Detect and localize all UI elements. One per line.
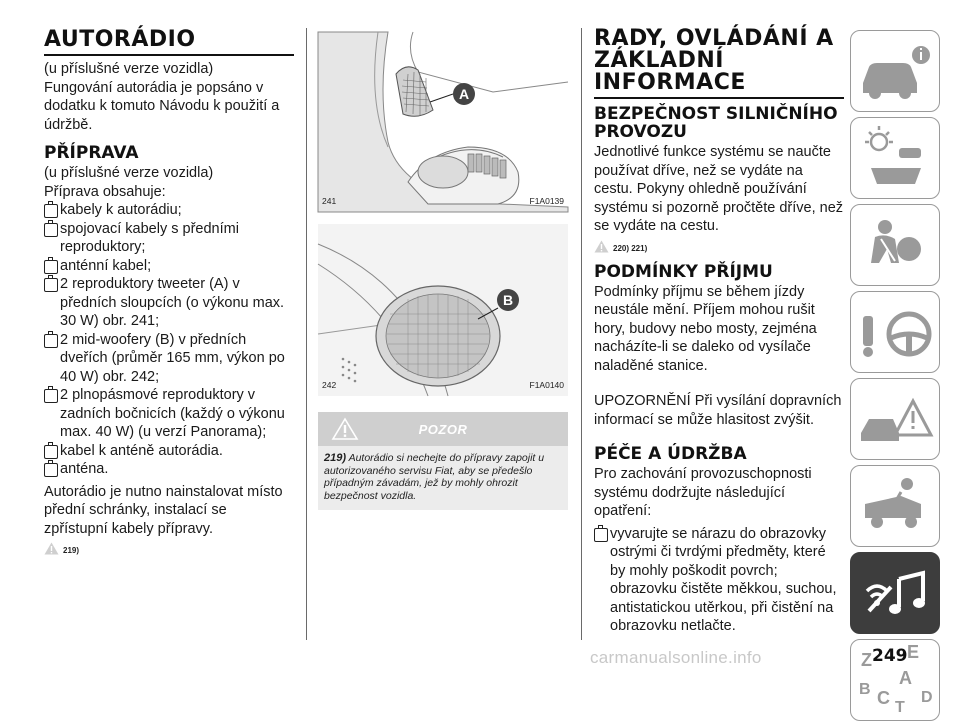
figure-number: 242 (322, 380, 337, 390)
watermark: carmanualsonline.info (590, 648, 762, 667)
warning-triangle-icon (44, 542, 59, 555)
care-intro: Pro zachování provozuschopnosti systému dodržujte následující opatření: (594, 466, 812, 519)
index-letter: B (859, 681, 871, 698)
warning-body: Autorádio si nechejte do přípravy zapojit u autorizovaného servisu Fiat, aby se předešlo případným závadám, jež by mohly ohrozit bezpečnost vozidla. (324, 452, 545, 502)
warning-triangle-icon (594, 240, 609, 253)
index-letter: E (907, 642, 920, 662)
column-autoradio (44, 28, 294, 555)
warning-triangle-icon (332, 418, 358, 440)
figure-caption (318, 196, 568, 206)
tab-warning-lights[interactable] (850, 378, 940, 460)
warning-text (318, 446, 568, 510)
safety-airbag-icon (851, 205, 941, 287)
title-underline (44, 54, 294, 56)
list-item: spojovací kabely s předními reproduktory; (44, 220, 294, 257)
warning-box (318, 412, 568, 510)
warning-title: POZOR (418, 421, 468, 437)
chapter-tabs (850, 30, 940, 726)
reception-text: Podmínky příjmu se během jízdy neustále mění. Příjem mohou rušit hory, budovy nebo mosty, zejména nacházíte-li se daleko od vysílače naladěné stanice. (594, 283, 817, 374)
starting-driving-icon (851, 292, 941, 374)
index-letter: A (899, 668, 912, 688)
column-figures (318, 32, 568, 510)
tab-car-info[interactable] (850, 30, 940, 112)
reference-numbers: 220) 221) (613, 243, 648, 253)
warning-reference[interactable] (594, 240, 844, 253)
tab-starting-driving[interactable] (850, 291, 940, 373)
subsection-title-care: PÉČE A ÚDRŽBA (594, 444, 747, 464)
figure-caption (318, 380, 568, 390)
warning-lights-icon (851, 379, 941, 461)
list-item: 2 mid-woofery (B) v předních dveřích (průměr 165 mm, výkon po 40 W) obr. 242; (44, 331, 294, 387)
tab-safety[interactable] (850, 204, 940, 286)
section-title-autoradio: AUTORÁDIO (44, 27, 196, 52)
section-title-advice: RADY, OVLÁDÁNÍ A ZÁKLADNÍ INFORMACE (594, 26, 834, 95)
column-advice (594, 28, 844, 636)
dashboard-lights-icon (851, 118, 941, 200)
page-number: 249 (872, 646, 908, 666)
tab-dashboard-lights[interactable] (850, 117, 940, 199)
title-underline (594, 97, 844, 99)
list-item: kabel k anténě autorádia. (44, 442, 294, 461)
figure-code: F1A0140 (529, 380, 564, 390)
emergency-icon (851, 466, 941, 548)
list-item: anténní kabel; (44, 257, 294, 276)
list-item: anténa. (44, 460, 294, 479)
warning-box-header (318, 412, 568, 446)
callout-marker: A (458, 86, 470, 102)
multimedia-icon (851, 553, 941, 635)
reference-number: 219) (63, 546, 80, 555)
list-item: kabely k autorádiu; (44, 201, 294, 220)
index-letter: C (877, 688, 890, 708)
index-letter: Z (861, 650, 872, 670)
version-note: (u příslušné verze vozidla) (44, 61, 214, 77)
index-letter: D (921, 689, 933, 706)
column-divider-1 (306, 28, 307, 640)
index-letter: T (895, 699, 905, 716)
warning-ref-number: 219) (324, 452, 347, 464)
subsection-title-safety: BEZPEČNOST SILNIČNÍHO PROVOZU (594, 104, 838, 142)
version-note: (u příslušné verze vozidla) (44, 165, 214, 181)
figure-number: 241 (322, 196, 337, 206)
subsection-title-reception: PODMÍNKY PŘÍJMU (594, 261, 773, 282)
column-divider-2 (581, 28, 582, 640)
figure-241-tweeter (318, 32, 568, 212)
car-info-icon (851, 31, 941, 113)
tweeter-illustration (318, 32, 568, 212)
callout-marker: B (502, 292, 514, 308)
list-item: 2 plnopásmové reproduktory v zadních bočnicích (každý o výkonu max. 40 W) (u verzí Panorama); (44, 386, 294, 442)
installation-note: Autorádio je nutno nainstalovat místo přední schránky, instalací se zpřístupní kabely přípravy. (44, 483, 283, 537)
subsection-title-priprava: PŘÍPRAVA (44, 143, 139, 163)
preparation-intro: Příprava obsahuje: (44, 183, 166, 200)
safety-text: Jednotlivé funkce systému se naučte používat dříve, než se vydáte na cestu. Pokyny ohledně používání systému si pozorně pročtěte dříve, než se vydáte na cestu. (594, 144, 844, 234)
warning-reference[interactable] (44, 542, 294, 555)
woofer-illustration (318, 224, 568, 396)
figure-242-woofer (318, 224, 568, 396)
list-item: 2 reproduktory tweeter (A) v předních sloupcích (o výkonu max. 30 W) obr. 241; (44, 275, 294, 331)
list-item: vyvarujte se nárazu do obrazovky ostrými či tvrdými předměty, které by mohly poškodit povrch; obrazovku čistěte měkkou, suchou, antistatickou utěrkou, při čistění na obrazovku netlačte. (594, 525, 844, 636)
tab-multimedia[interactable] (850, 552, 940, 634)
autoradio-description: Fungování autorádia je popsáno v dodatku k tomuto Návodu k použití a údržbě. (44, 79, 280, 133)
figure-code: F1A0139 (529, 196, 564, 206)
traffic-info-note: UPOZORNĚNÍ Při vysílání dopravních informací se může hlasitost zvýšit. (594, 393, 842, 428)
tab-emergency[interactable] (850, 465, 940, 547)
